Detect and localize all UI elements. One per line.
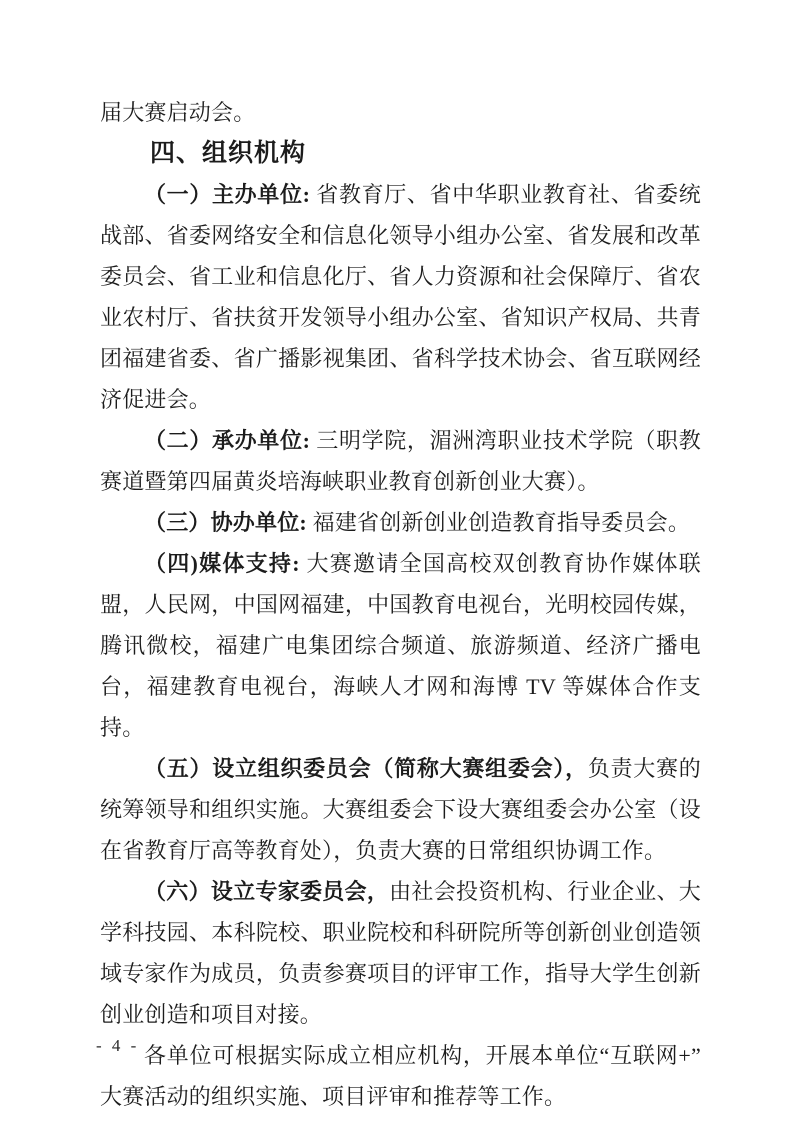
paragraph-text: 三明学院，湄洲湾职业技术学院（职教赛道暨第四届黄炎培海峡职业教育创新创业大赛）。 <box>100 428 701 494</box>
paragraph-closing <box>100 1035 701 1117</box>
section-heading <box>100 133 701 174</box>
paragraph-organizers <box>100 174 701 420</box>
paragraph-text: 由社会投资机构、行业企业、大学科技园、本科院校、职业院校和科研院所等创新创业创造领域专家作为成员，负责参赛项目的评审工作，指导大学生创新创业创造和项目对接。 <box>100 879 702 1027</box>
paragraph-text: 大赛邀请全国高校双创教育协作媒体联盟，人民网，中国网福建，中国教育电视台，光明校园传媒，腾讯微校，福建广电集团综合频道、旅游频道、经济广播电台，福建教育电视台，海峡人才网和海博 TV 等媒体合作支持。 <box>100 551 701 740</box>
paragraph-expert-committee <box>100 871 701 1035</box>
paragraph-organizing-committee <box>100 748 701 871</box>
paragraph-co-organizers <box>100 502 701 543</box>
paragraph-label: （六）设立专家委员会， <box>144 879 390 904</box>
paragraph-text: 届大赛启动会。 <box>100 100 256 125</box>
paragraph-label: （三）协办单位: <box>144 510 313 535</box>
heading-text: 四、组织机构 <box>150 140 307 167</box>
paragraph-label: （一）主办单位: <box>144 182 317 207</box>
paragraph-label: （四)媒体支持: <box>144 551 307 576</box>
paragraph-text: 各单位可根据实际成立相应机构，开展本单位“互联网+”大赛活动的组织实施、项目评审和推荐等工作。 <box>100 1043 701 1109</box>
paragraph-continuation <box>100 92 701 133</box>
paragraph-label: （五）设立组织委员会（简称大赛组委会）， <box>144 756 588 781</box>
paragraph-label: （二）承办单位: <box>144 428 317 453</box>
paragraph-text: 省教育厅、省中华职业教育社、省委统战部、省委网络安全和信息化领导小组办公室、省发展和改革委员会、省工业和信息化厅、省人力资源和社会保障厅、省农业农村厅、省扶贫开发领导小组办公室、省知识产权局、共青团福建省委、省广播影视集团、省科学技术协会、省互联网经济促进会。 <box>100 182 701 412</box>
paragraph-text: 福建省创新创业创造教育指导委员会。 <box>312 510 691 535</box>
document-body <box>100 92 701 1117</box>
paragraph-text: 负责大赛的统筹领导和组织实施。大赛组委会下设大赛组委会办公室（设在省教育厅高等教育处），负责大赛的日常组织协调工作。 <box>100 756 701 863</box>
paragraph-hosts <box>100 420 701 502</box>
paragraph-media-support <box>100 543 701 748</box>
page-number: - 4 - <box>96 1036 140 1055</box>
